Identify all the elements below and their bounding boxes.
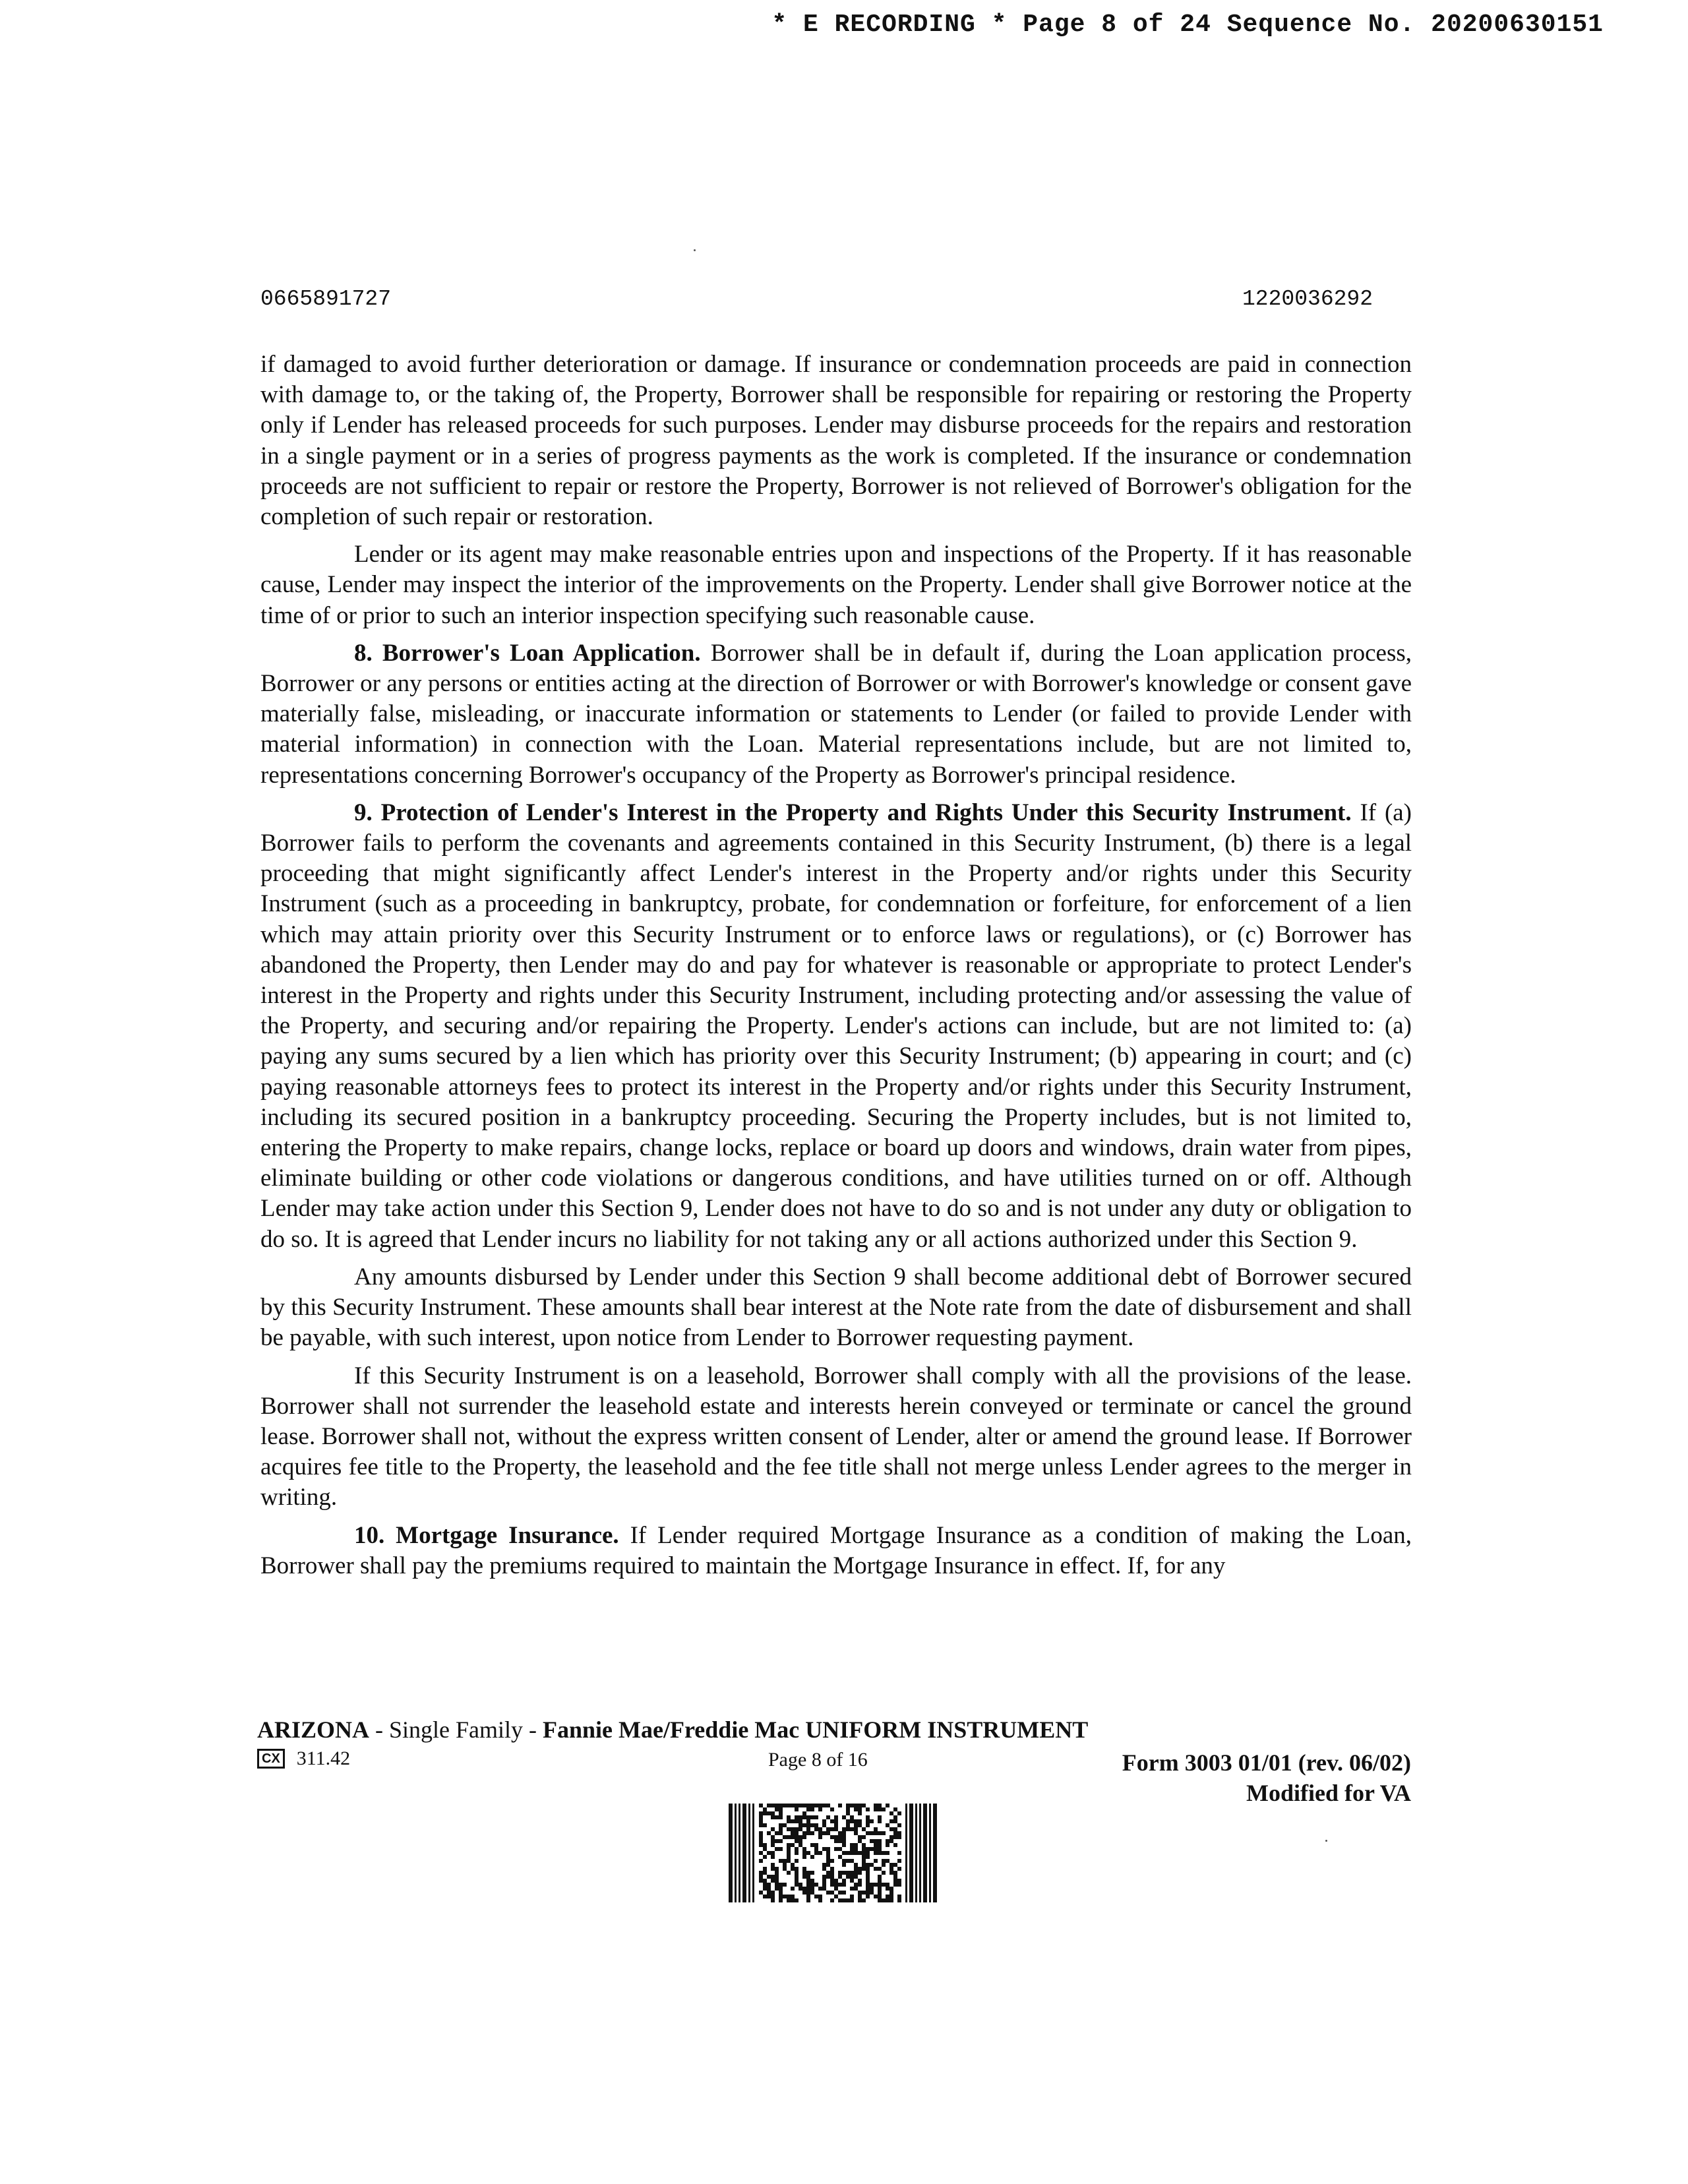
cx-logo-badge: CX xyxy=(257,1749,285,1769)
scan-speck xyxy=(1325,1840,1327,1842)
section-8-loan-application: 8. Borrower's Loan Application. Borrower shall be in default if, during the Loan application process, Borrower or any persons or entities acting at the direction of Borrower or with Borrower's knowledge or consent gave materially false, misleading, or inaccurate information or statements to Lender (or failed to provide Lender with material information) in connection with the Loan. Material representations include, but are not limited to, representations concerning Borrower's occupancy of the Property as Borrower's principal residence. xyxy=(260,639,1412,789)
document-body xyxy=(260,349,1412,1589)
paragraph-damage-repair: if damaged to avoid further deterioration or damage. If insurance or condemnation proceeds are paid in connection with damage to, or the taking of, the Property, Borrower shall be responsible for repairing or restoring the Property only if Lender has released proceeds for such purposes. Lender may disburse proceeds for the repairs and restoration in a single payment or in a series of progress payments as the work is completed. If the insurance or condemnation proceeds are not sufficient to repair or restore the Property, Borrower is not relieved of Borrower's obligation for the completion of such repair or restoration. xyxy=(260,351,1412,531)
form-number: Form 3003 01/01 (rev. 06/02) xyxy=(1122,1749,1411,1776)
footer-form-id xyxy=(1122,1747,1411,1808)
section-9-protection: 9. Protection of Lender's Interest in the Property and Rights Under this Security Instrument. If (a) Borrower fails to perform the covenants and agreements contained in this Security Instrument, (b) there is a legal proceeding that might significantly affect Lender's interest in the Property and/or rights under this Security Instrument (such as a proceeding in bankruptcy, probate, for condemnation or forfeiture, for enforcement of a lien which may attain priority over this Security Instrument or to enforce laws or regulations), or (c) Borrower has abandoned the Property, then Lender may do and pay for whatever is reasonable or appropriate to protect Lender's interest in the Property and rights under this Security Instrument, including protecting and/or assessing the value of the Property, and securing and/or repairing the Property. Lender's actions can include, but are not limited to: (a) paying any sums secured by a lien which has priority over this Security Instrument; (b) appearing in court; and (c) paying reasonable attorneys fees to protect its interest in the Property and/or rights under this Security Instrument, including its secured position in a bankruptcy proceeding. Securing the Property includes, but is not limited to, entering the Property to make repairs, change locks, replace or board up doors and windows, drain water from pipes, eliminate building or other code violations or dangerous conditions, and have utilities turned on or off. Although Lender may take action under this Section 9, Lender does not have to do so and is not under any duty or obligation to do so. It is agreed that Lender incurs no liability for not taking any or all actions authorized under this Section 9. xyxy=(260,799,1412,1253)
barcode-image xyxy=(729,1804,937,1902)
section-heading: 9. Protection of Lender's Interest in the Property and Rights Under this Security Instrument. xyxy=(354,799,1352,826)
section-heading: 10. Mortgage Insurance. xyxy=(354,1521,619,1549)
footer-form-code xyxy=(257,1747,350,1770)
loan-number-right: 1220036292 xyxy=(1242,287,1373,311)
loan-number-left: 0665891727 xyxy=(260,287,392,311)
footer-instrument-title: ARIZONA - Single Family - Fannie Mae/Freddie Mac UNIFORM INSTRUMENT xyxy=(257,1716,1089,1743)
section-10-mortgage-insurance: 10. Mortgage Insurance. If Lender required Mortgage Insurance as a condition of making the Loan, Borrower shall pay the premiums required to maintain the Mortgage Insurance in effect. If, for any xyxy=(260,1521,1412,1579)
footer-page-number: Page 8 of 16 xyxy=(768,1749,868,1771)
form-modified: Modified for VA xyxy=(1246,1780,1411,1806)
paragraph-leasehold: If this Security Instrument is on a leasehold, Borrower shall comply with all the provisions of the lease. Borrower shall not surrender the leasehold estate and interests herein conveyed or terminate or cancel the ground lease. Borrower shall not, without the express written consent of Lender, alter or amend the ground lease. If Borrower acquires fee title to the Property, the leasehold and the fee title shall not merge unless Lender agrees to the merger in writing. xyxy=(260,1362,1412,1511)
recording-banner: * E RECORDING * Page 8 of 24 Sequence No. 20200630151 xyxy=(771,11,1604,39)
paragraph-amounts-disbursed: Any amounts disbursed by Lender under this Section 9 shall become additional debt of Borrower secured by this Security Instrument. These amounts shall bear interest at the Note rate from the date of disbursement and shall be payable, with such interest, upon notice from Lender to Borrower requesting payment. xyxy=(260,1263,1412,1352)
form-code: 311.42 xyxy=(296,1747,351,1769)
section-heading: 8. Borrower's Loan Application. xyxy=(354,639,701,667)
scan-speck xyxy=(694,249,696,251)
paragraph-inspections: Lender or its agent may make reasonable entries upon and inspections of the Property. If it has reasonable cause, Lender may inspect the interior of the improvements on the Property. Lender shall give Borrower notice at the time of or prior to such an interior inspection specifying such reasonable cause. xyxy=(260,541,1412,629)
